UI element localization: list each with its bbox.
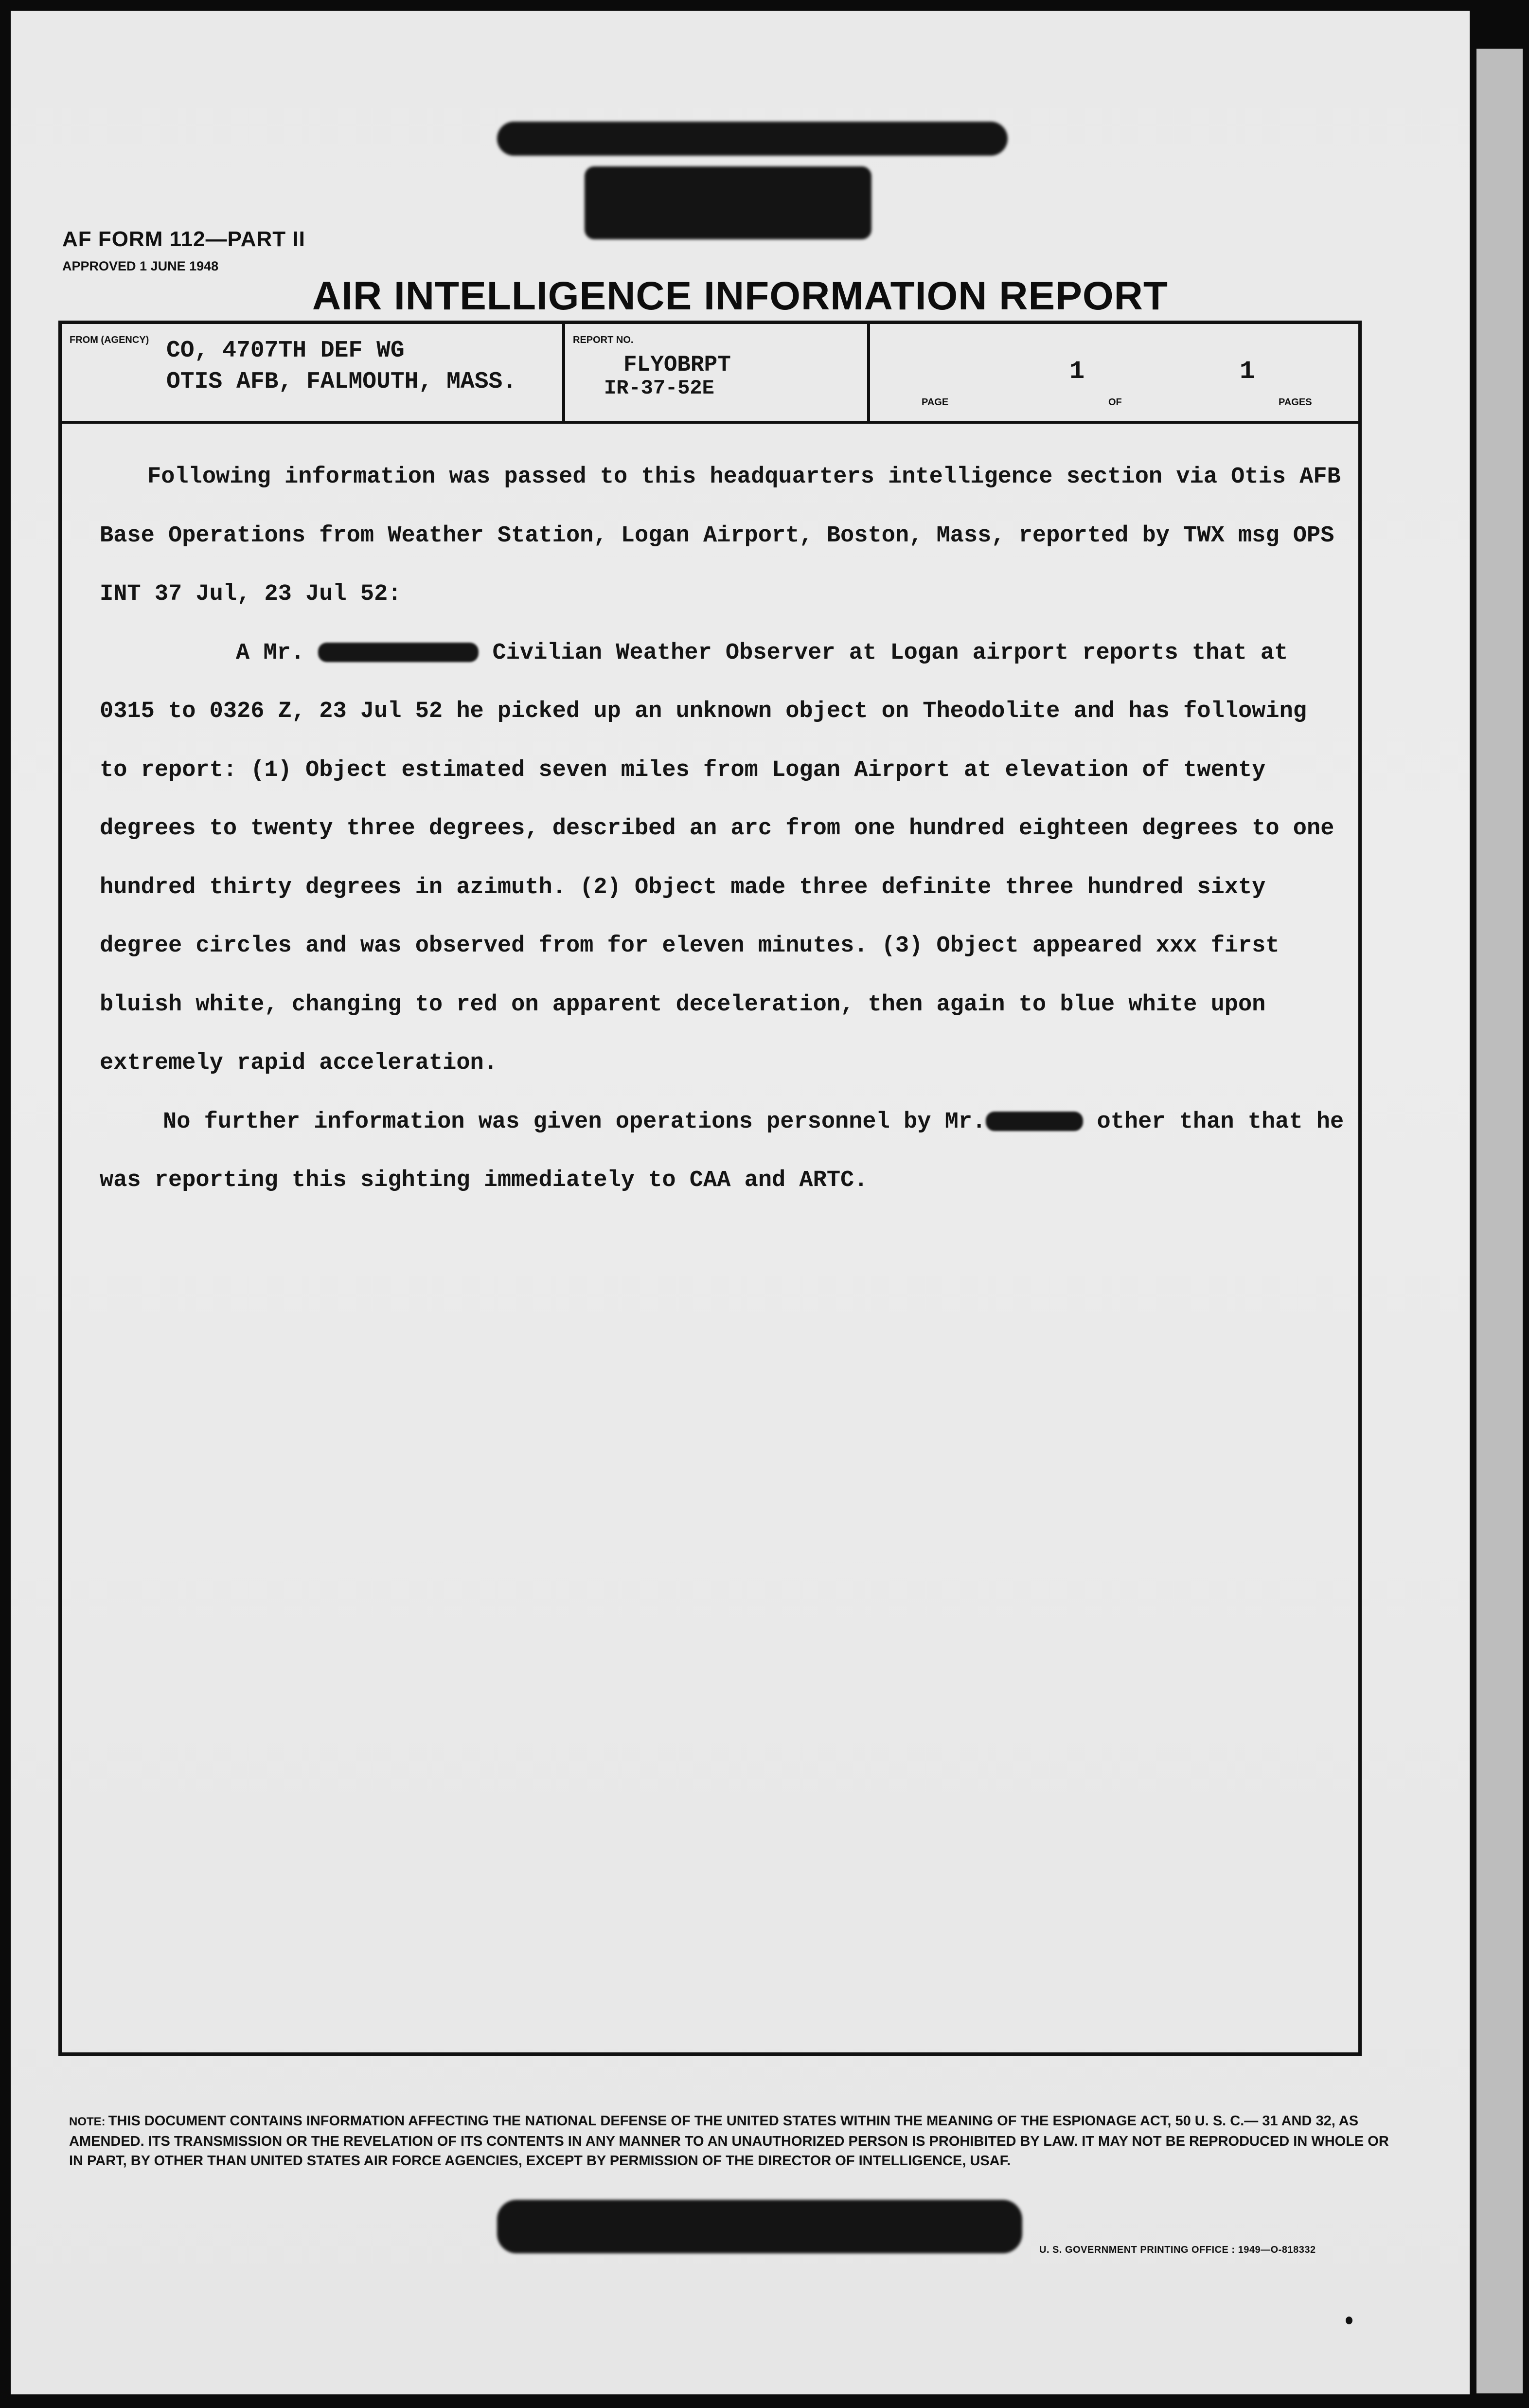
body-paragraph-2-rest: Civilian Weather Observer at Logan airport reports that at 0315 to 0326 Z, 23 Jul 52 he picked up an unknown object on Theodolite and has following to report: (1) Object estimated seven miles from Logan Airport at elevation of twenty degrees to twenty three degrees, described an arc from one hundred eighteen degrees to one hundred thirty degrees in azimuth. (2) Object made three definite three hundred sixty degree circles and was observed from for eleven minutes. (3) Object appeared xxx first bluish white, changing to red on apparent deceleration, then again to blue white upon extremely rapid acceleration. [100,640,1334,1076]
body-paragraph-3 [100,1093,1345,1210]
page-number: 1 [1069,357,1085,386]
redacted-name-2 [986,1112,1083,1131]
redacted-classification-bottom [497,2200,1022,2253]
from-location: OTIS AFB, FALMOUTH, MASS. [166,369,517,395]
report-header-row [62,324,1358,424]
page-label: PAGE [922,397,949,408]
from-agency: CO, 4707TH DEF WG [166,338,405,364]
pages-label: PAGES [1279,397,1312,408]
redacted-classification-stamp [585,166,871,239]
printing-office-line: U. S. GOVERNMENT PRINTING OFFICE : 1949—O-818332 [1039,2245,1316,2255]
page-count-cell [870,324,1358,421]
body-paragraph-2 [100,624,1345,1093]
body-paragraph-3-rest: other than that he was reporting this sighting immediately to CAA and ARTC. [100,1109,1344,1193]
body-paragraph-2-start: A Mr. [236,640,305,666]
redacted-classification-top [497,122,1008,156]
body-paragraph-3-start: No further information was given operations personnel by Mr. [163,1109,986,1135]
document-page [11,11,1470,2394]
note-label: NOTE: [69,2115,106,2128]
form-approval-date: APPROVED 1 JUNE 1948 [62,259,219,273]
report-no-code: FLYOBRPT [623,352,731,377]
of-label: OF [1108,397,1122,408]
report-no-value: IR-37-52E [604,377,714,400]
from-label: FROM (AGENCY) [70,335,149,345]
notice-text: THIS DOCUMENT CONTAINS INFORMATION AFFECTING THE NATIONAL DEFENSE OF THE UNITED STATES WITHIN THE MEANING OF THE ESPIONAGE ACT, 50 U. S. C.— 31 AND 32, AS AMENDED. ITS TRANSMISSION OR THE REVELATION OF ITS CONTENTS IN ANY MANNER TO AN UNAUTHORIZED PERSON IS PROHIBITED BY LAW. IT MAY NOT BE REPRODUCED IN WHOLE OR IN PART, BY OTHER THAN UNITED STATES AIR FORCE AGENCIES, EXCEPT BY PERMISSION OF THE DIRECTOR OF INTELLIGENCE, USAF. [69,2113,1389,2169]
report-body [100,448,1345,1210]
body-paragraph-1: Following information was passed to this headquarters intelligence section via Otis AFB Base Operations from Weather Station, Logan Airport, Boston, Mass, reported by TWX msg OPS INT 37 Jul, 23 Jul 52: [100,464,1341,607]
stray-mark-dot [1346,2317,1352,2324]
report-title: AIR INTELLIGENCE INFORMATION REPORT [312,274,1168,318]
report-number-cell [565,324,870,421]
report-no-label: REPORT NO. [573,335,634,345]
report-frame [58,321,1362,2056]
redacted-name [318,643,479,662]
underlying-page-edge [1474,49,1523,2393]
page-total: 1 [1240,357,1255,386]
espionage-act-notice [69,2111,1397,2171]
from-cell [62,324,565,421]
form-id: AF FORM 112—PART II [62,227,305,251]
